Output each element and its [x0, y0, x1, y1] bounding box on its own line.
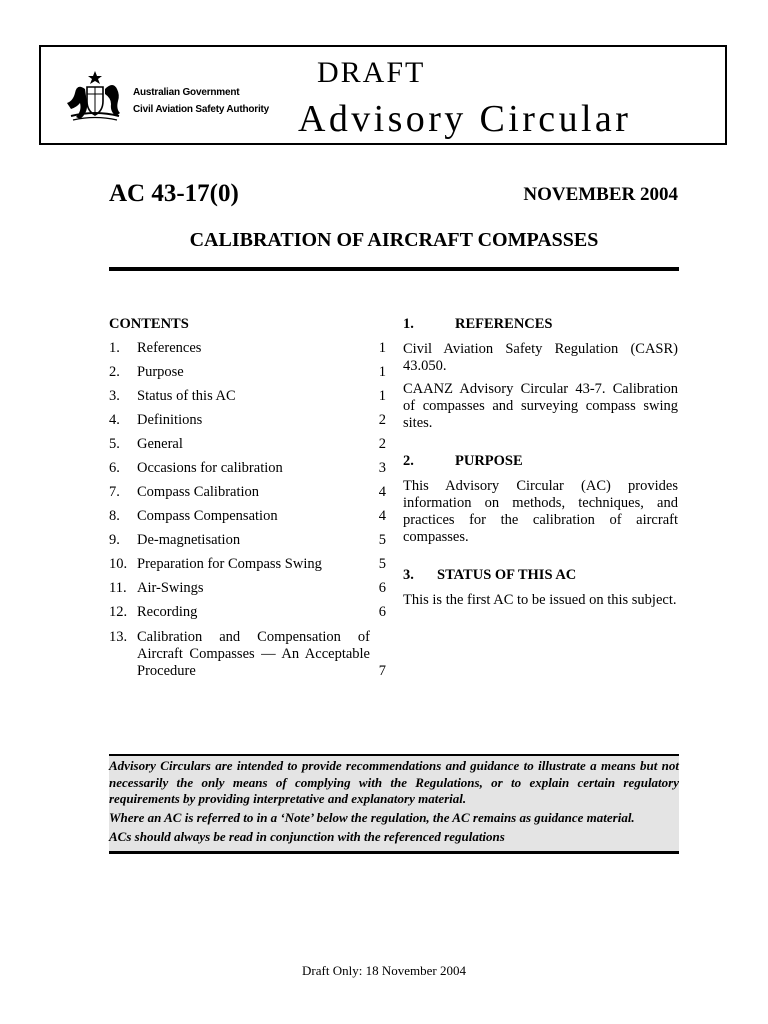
section-title: REFERENCES [455, 316, 553, 332]
contents-item-page: 2 [378, 436, 386, 452]
contents-column [109, 316, 386, 680]
header-box [39, 45, 727, 145]
references-paragraph-2: CAANZ Advisory Circular 43-7. Calibration of compasses and surveying compass swing sites. [403, 381, 678, 431]
contents-item-page: 7 [378, 663, 386, 679]
contents-item-page: 5 [378, 532, 386, 548]
contents-item-label: De-magnetisation [137, 532, 241, 548]
section-number: 1. [403, 316, 414, 332]
contents-item [109, 340, 386, 364]
contents-item-page: 5 [378, 556, 386, 572]
contents-item-label: Calibration and Compensation of Aircraft Compasses — An Acceptable Procedure [137, 629, 370, 679]
section-title: PURPOSE [455, 453, 523, 469]
contents-heading: CONTENTS [109, 316, 189, 332]
contents-item [109, 508, 386, 532]
contents-item-number: 11. [109, 580, 127, 596]
notice-paragraph-3: ACs should always be read in conjunction with the referenced regulations [109, 828, 505, 844]
contents-item-number: 7. [109, 484, 120, 500]
ac-date: NOVEMBER 2004 [523, 184, 678, 205]
document-title: CALIBRATION OF AIRCRAFT COMPASSES [189, 229, 599, 251]
contents-item-page: 2 [378, 412, 386, 428]
doc-type-title: Advisory Circular [298, 98, 632, 140]
contents-item-label: Purpose [137, 364, 184, 380]
contents-item [109, 436, 386, 460]
contents-item-number: 2. [109, 364, 120, 380]
contents-item [109, 364, 386, 388]
section-number: 3. [403, 567, 414, 583]
contents-item-number: 12. [109, 604, 128, 620]
section-title: STATUS OF THIS AC [437, 567, 577, 583]
org-line-government: Australian Government [133, 87, 240, 98]
contents-item-number: 6. [109, 460, 120, 476]
org-name [133, 84, 269, 118]
purpose-paragraph: This Advisory Circular (AC) provides information on methods, techniques, and practices for the calibration of aircraft compasses. [403, 478, 678, 545]
contents-item [109, 580, 386, 604]
ac-number: AC 43-17(0) [109, 180, 239, 207]
org-line-casa: Civil Aviation Safety Authority [133, 104, 270, 115]
footer-draft-date: Draft Only: 18 November 2004 [302, 963, 466, 978]
contents-item-label: Status of this AC [137, 388, 236, 404]
section-number: 2. [403, 453, 414, 469]
section-heading-status [403, 567, 678, 592]
contents-list [109, 340, 386, 680]
contents-item-label: General [137, 436, 183, 452]
title-rule [109, 267, 679, 271]
contents-item-number: 9. [109, 532, 120, 548]
contents-item-page: 6 [378, 580, 386, 596]
contents-item-number: 1. [109, 340, 120, 356]
contents-item [109, 556, 386, 580]
contents-item-page: 3 [378, 460, 386, 476]
contents-item-number: 3. [109, 388, 120, 404]
contents-item [109, 629, 386, 680]
references-paragraph-1: Civil Aviation Safety Regulation (CASR) 43.050. [403, 341, 678, 374]
contents-item [109, 484, 386, 508]
coat-of-arms-icon [65, 69, 125, 123]
advisory-notice-box [109, 754, 679, 854]
contents-item-label: Preparation for Compass Swing [137, 556, 322, 572]
contents-item-number: 10. [109, 556, 128, 572]
notice-paragraph-2: Where an AC is referred to in a ‘Note’ below the regulation, the AC remains as guidance material. [109, 810, 635, 826]
contents-item-label: Compass Calibration [137, 484, 260, 500]
contents-item-number: 13. [109, 629, 128, 645]
contents-item-label: Compass Compensation [137, 508, 278, 524]
status-paragraph: This is the first AC to be issued on this subject. [403, 592, 677, 608]
contents-item-page: 4 [378, 484, 386, 500]
contents-item-number: 4. [109, 412, 120, 428]
section-heading-purpose [403, 453, 678, 478]
contents-item-page: 4 [378, 508, 386, 524]
notice-paragraph-1: Advisory Circulars are intended to provide recommendations and guidance to illustrate a means but not necessarily the only means of complying with the Regulations, or to explain certain regulatory requirements by providing interpretative and explanatory material. [109, 758, 679, 807]
contents-item [109, 604, 386, 628]
sections-column [403, 316, 678, 615]
contents-item-page: 1 [378, 364, 386, 380]
contents-item-label: Air-Swings [137, 580, 204, 596]
contents-item-label: Definitions [137, 412, 203, 428]
contents-item-label: References [137, 340, 202, 356]
draft-label: DRAFT [317, 56, 426, 89]
contents-item-page: 6 [378, 604, 386, 620]
contents-item-number: 5. [109, 436, 120, 452]
contents-item-page: 1 [378, 388, 386, 404]
section-heading-references [403, 316, 678, 341]
contents-item-page: 1 [378, 340, 386, 356]
contents-item [109, 532, 386, 556]
contents-item [109, 460, 386, 484]
contents-item [109, 388, 386, 412]
contents-item-label: Recording [137, 604, 198, 620]
contents-item-label: Occasions for calibration [137, 460, 283, 476]
contents-item-number: 8. [109, 508, 120, 524]
contents-item [109, 412, 386, 436]
